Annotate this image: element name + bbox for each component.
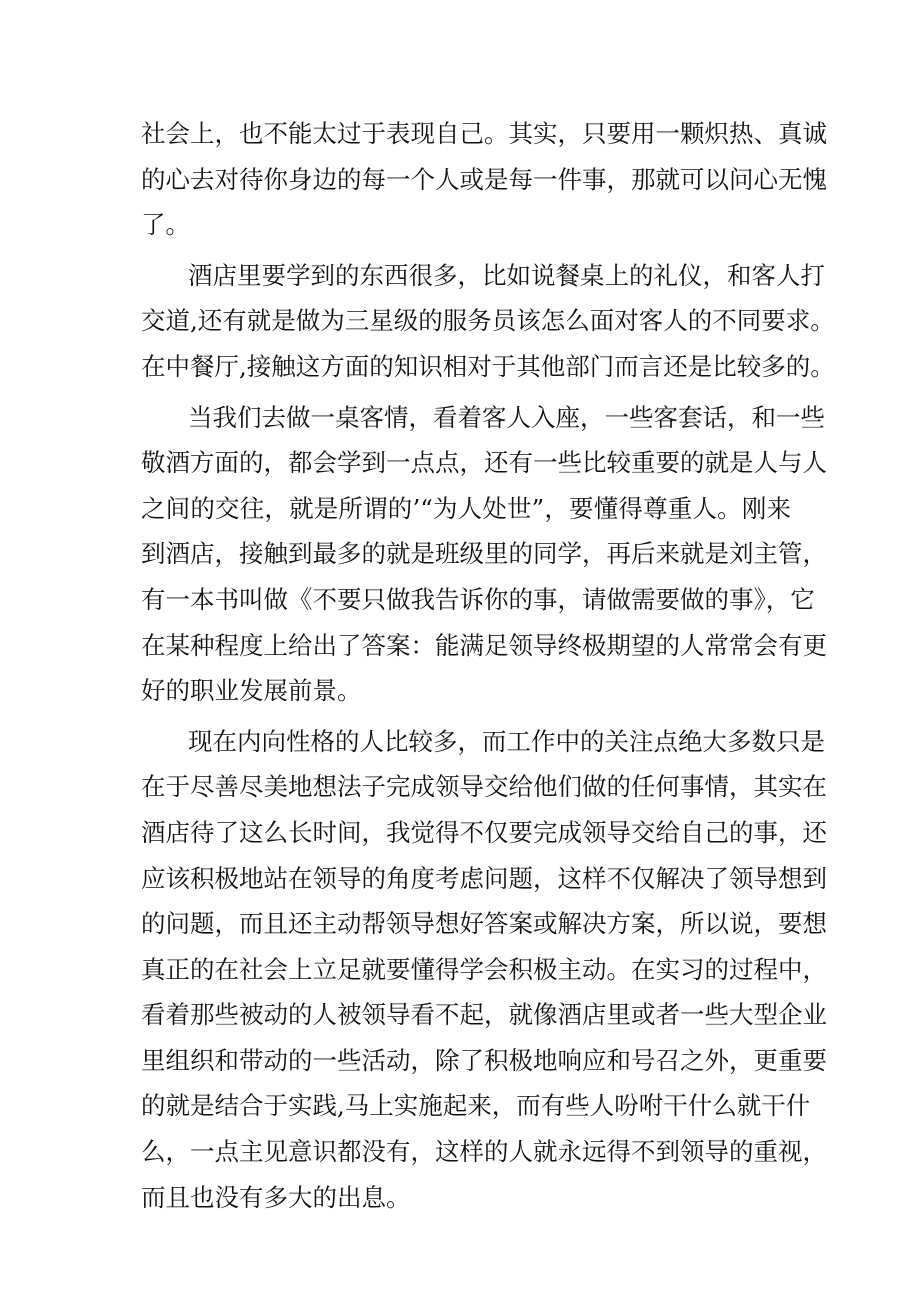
paragraph-2 (141, 253, 835, 390)
paragraph-line: 在中餐厅,接触这方面的知识相对于其他部门而言还是比较多的。 (141, 351, 835, 381)
paragraph-line: 的心去对待你身边的每一个人或是每一件事，那就可以问心无愧 (141, 164, 827, 194)
paragraph-line: 里组织和带动的一些活动，除了积极地响应和号召之外，更重要 (141, 1045, 827, 1075)
document-body (141, 111, 835, 1220)
paragraph-line: 到酒店，接触到最多的就是班级里的同学，再后来就是刘主管， (141, 539, 827, 569)
paragraph-line: 应该积极地站在领导的角度考虑问题，这样不仅解决了领导想到 (141, 863, 827, 893)
paragraph-line: 的就是结合于实践,马上实施起来，而有些人吩咐干什么就干什 (141, 1091, 811, 1121)
paragraph-line: 当我们去做一桌客情，看着客人入座，一些客套话，和一些 (188, 402, 825, 432)
paragraph-line: 么，一点主见意识都没有，这样的人就永远得不到领导的重视， (141, 1137, 827, 1167)
paragraph-line: 在某种程度上给出了答案：能满足领导终极期望的人常常会有更 (141, 630, 827, 660)
paragraph-line: 而且也没有多大的出息。 (141, 1182, 411, 1212)
paragraph-line: 酒店待了这么长时间，我觉得不仅要完成领导交给自己的事，还 (141, 817, 827, 847)
paragraph-line: 了。 (141, 210, 190, 240)
paragraph-line: 看着那些被动的人被领导看不起，就像酒店里或者一些大型企业 (141, 1000, 827, 1030)
paragraph-4 (141, 719, 827, 1221)
paragraph-line: 之间的交往，就是所谓的’“为人处世”，要懂得尊重人。刚来 (141, 493, 791, 523)
paragraph-3 (141, 395, 827, 714)
paragraph-line: 好的职业发展前景。 (141, 676, 362, 706)
paragraph-line: 的问题，而且还主动帮领导想好答案或解决方案，所以说，要想 (141, 909, 827, 939)
paragraph-line: 真正的在社会上立足就要懂得学会积极主动。在实习的过程中， (141, 954, 827, 984)
paragraph-line: 敬酒方面的，都会学到一点点，还有一些比较重要的就是人与人 (141, 448, 827, 478)
paragraph-1 (141, 111, 827, 248)
paragraph-line: 现在内向性格的人比较多，而工作中的关注点绝大多数只是 (188, 726, 825, 756)
paragraph-line: 交道,还有就是做为三星级的服务员该怎么面对客人的不同要求。 (141, 306, 835, 336)
paragraph-line: 有一本书叫做《不要只做我告诉你的事，请做需要做的事》，它 (141, 584, 815, 614)
paragraph-line: 酒店里要学到的东西很多，比如说餐桌上的礼仪，和客人打 (188, 260, 825, 290)
paragraph-line: 社会上，也不能太过于表现自己。其实，只要用一颗炽热、真诚 (141, 119, 827, 148)
paragraph-line: 在于尽善尽美地想法子完成领导交给他们做的任何事情，其实在 (141, 772, 827, 802)
